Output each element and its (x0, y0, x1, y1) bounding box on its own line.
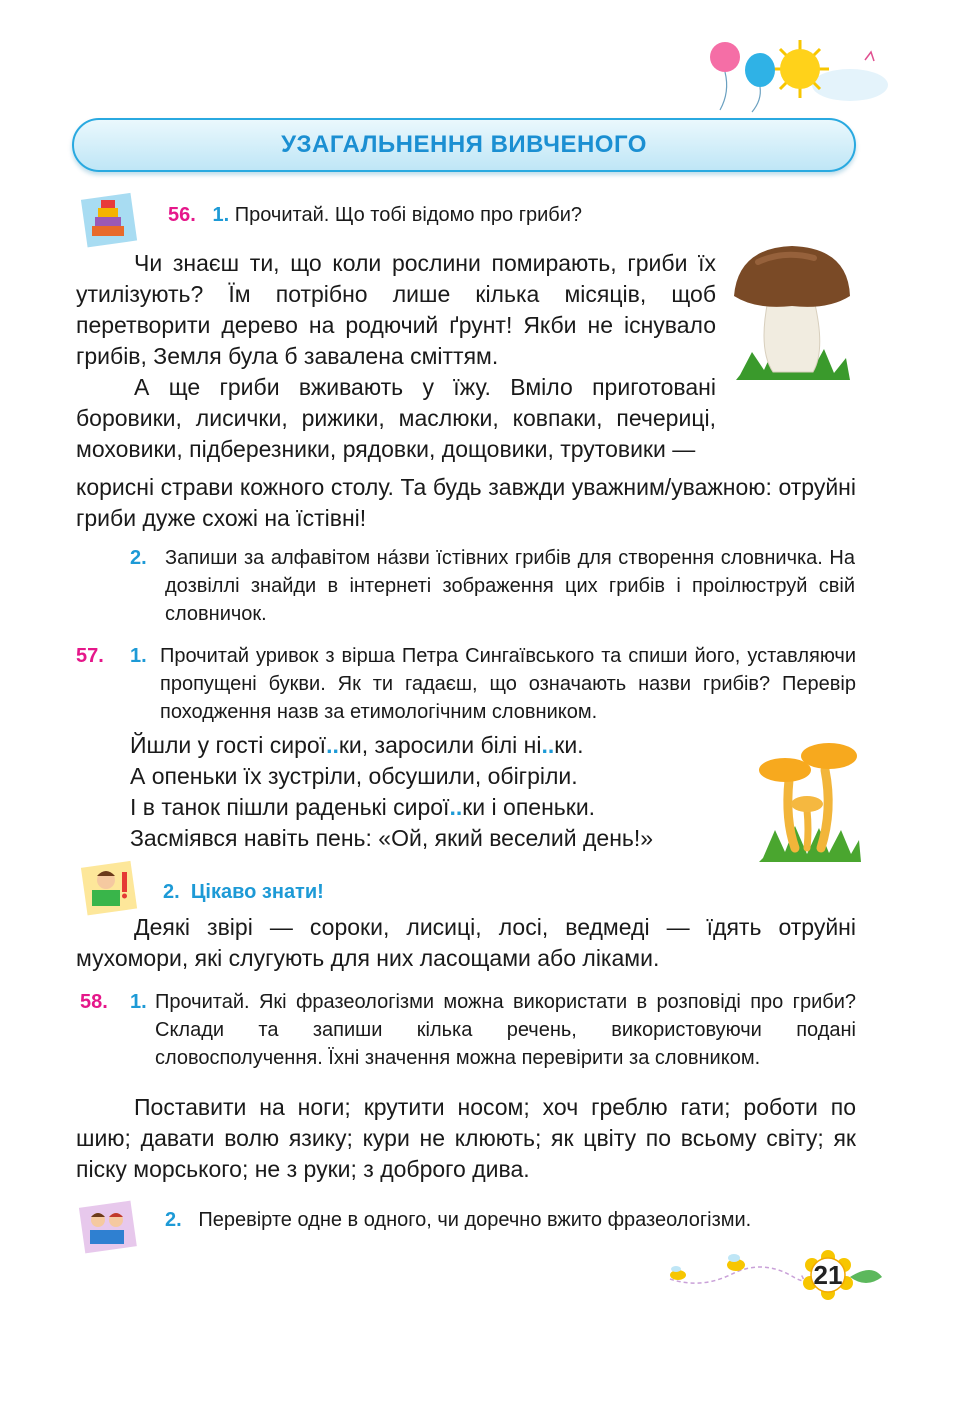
poem (130, 730, 653, 854)
ex56-paragraph-2b: корисні страви кожного столу. Та будь завжди уважним/уважною: отруйні гриби дуже схожі на їстівні! (76, 474, 856, 531)
mushroom-porcini-image (728, 240, 856, 390)
ex56-task1 (168, 201, 582, 229)
poem-line-2: А опеньки їх зустріли, обсушили, обігріли. (130, 763, 578, 789)
bees-flower-icon (660, 1245, 888, 1305)
gap-dots: .. (541, 732, 555, 758)
gap-dots: .. (449, 794, 463, 820)
ex58-phrases: Поставити на ноги; крутити носом; хоч греблю гати; роботи по шию; давати волю язику; кури не клюють; як цвіту по всьому світу; як піску морського; не з руки; з доброго дива. (76, 1094, 856, 1182)
task-text: Прочитай. Що тобі відомо про гриби? (234, 204, 583, 226)
page-number: 21 (813, 1260, 843, 1290)
kids-reading-icon (78, 1200, 140, 1256)
poem-line-3: І в танок пішли раденькі сирої..ки і опеньки. (130, 794, 596, 820)
subtask-number: 1. (130, 645, 147, 667)
subtask-number: 2. (165, 1209, 182, 1231)
subtask-number: 2. (130, 547, 147, 569)
ex57-task2 (163, 878, 324, 906)
poem-line-4: Засміявся навіть пень: «Ой, який веселий день!» (130, 825, 654, 851)
ex56-task2-text: Запиши за алфавітом на́зви їстівних грибів для створення словничка. На дозвіллі знайди в інтернеті зображення цих грибів і проілюструй свій словничок. (165, 547, 855, 625)
balloons-sun-icon (690, 30, 895, 120)
poem-line-1: Йшли у гості сирої..ки, заросили білі ні..ки. (130, 732, 584, 758)
task-text: Перевірте одне в одного, чи доречно вжито фразеологізми. (198, 1209, 752, 1231)
section-title-banner (72, 118, 856, 172)
ex57-fact: Деякі звірі — сороки, лисиці, лосі, ведмеді — їдять отруйні мухомори, які слугують для них ласощами або ліками. (76, 914, 856, 971)
gap-dots: .. (326, 732, 339, 758)
mushroom-chanterelle-image (755, 730, 865, 865)
reading-boy-icon (80, 858, 140, 918)
exercise-number-56: 56. (168, 204, 196, 226)
ex56-paragraph-1: Чи знаєш ти, що коли рослини помирають, гриби їх утилізують? Їм потрібно лише кілька місяців, щоб перетворити дерево на родючий ґрунт! Якби не існувало грибів, Земля була б завалена сміттям. (76, 250, 716, 369)
ex56-paragraph-2a: А ще гриби вживають у їжу. Вміло приготовані боровики, лисички, рижики, маслюки, ковпаки, печериці, моховики, підберезники, рядовки, дощовики, трутовики — (76, 374, 716, 462)
ex58-task2 (165, 1206, 751, 1234)
section-title: УЗАГАЛЬНЕННЯ ВИВЧЕНОГО (281, 131, 647, 158)
exercise-number-58: 58. (80, 991, 108, 1013)
subtask-number: 1. (130, 991, 147, 1013)
subtask-number: 2. (163, 881, 180, 903)
interesting-facts-title: Цікаво знати! (190, 881, 324, 903)
exercise-number-57: 57. (76, 645, 104, 667)
subtask-number: 1. (212, 204, 230, 226)
ex57-task1-text: Прочитай уривок з вірша Петра Сингаївського та спиши його, уставляючи пропущені букви. Як ти гадаєш, що означають назви грибів? Перевір походження назв за етимологічним словником. (160, 645, 856, 723)
pyramid-toy-icon (80, 190, 140, 248)
ex58-task1-text: Прочитай. Які фразеологізми можна використати в розповіді про гриби? Склади та запиши кілька речень, використовуючи подані словосполучення. Їхні значення можна перевірити за словником. (155, 991, 856, 1069)
